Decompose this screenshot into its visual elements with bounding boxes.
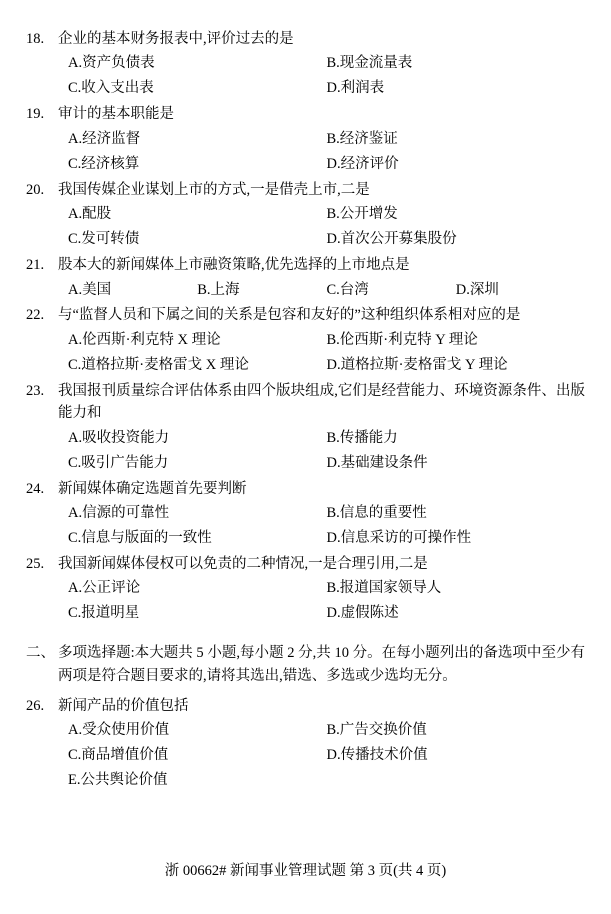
- option-a[interactable]: A.伦西斯·利克特 X 理论: [68, 331, 221, 348]
- option-a[interactable]: A.配股: [68, 206, 112, 223]
- question-number: 23.: [26, 382, 45, 399]
- option-d[interactable]: D.基础建设条件: [326, 454, 428, 471]
- question-number: 22.: [26, 307, 45, 324]
- option-list: [26, 202, 585, 252]
- option-list: [26, 576, 585, 626]
- option-row: [68, 227, 585, 252]
- question-stem: [26, 103, 585, 125]
- question-text: 股本大的新闻媒体上市融资策略,优先选择的上市地点是: [58, 257, 410, 274]
- question-stem: [26, 254, 585, 276]
- option-row: [68, 743, 585, 768]
- question-26: [26, 695, 585, 793]
- option-d[interactable]: D.首次公开募集股份: [326, 231, 457, 248]
- option-list: [26, 328, 585, 378]
- question-number: 25.: [26, 555, 45, 572]
- question-stem: [26, 380, 585, 425]
- question-text: 审计的基本职能是: [58, 106, 174, 123]
- option-row: [68, 202, 585, 227]
- option-d[interactable]: D.经济评价: [326, 155, 399, 172]
- option-row: [68, 353, 585, 378]
- question-number: 18.: [26, 31, 45, 47]
- option-d[interactable]: D.深圳: [455, 281, 499, 298]
- question-text: 企业的基本财务报表中,评价过去的是: [58, 31, 294, 47]
- question-stem: [26, 478, 585, 500]
- option-a[interactable]: A.美国: [68, 281, 112, 298]
- option-c[interactable]: C.发可转债: [68, 231, 140, 248]
- option-b[interactable]: B.现金流量表: [326, 55, 413, 72]
- option-a[interactable]: A.经济监督: [68, 130, 141, 147]
- option-list: [26, 278, 585, 303]
- question-number: 20.: [26, 181, 45, 198]
- option-d[interactable]: D.利润表: [326, 80, 385, 97]
- option-list: [26, 426, 585, 476]
- option-c[interactable]: C.道格拉斯·麦格雷戈 X 理论: [68, 356, 249, 373]
- option-row: [68, 278, 585, 303]
- option-a[interactable]: A.资产负债表: [68, 55, 155, 72]
- question-stem: [26, 553, 585, 575]
- question-18: [26, 28, 585, 101]
- section-heading-multiple-choice: [26, 642, 585, 688]
- option-list: [26, 51, 585, 101]
- option-row: [68, 501, 585, 526]
- question-text: 新闻产品的价值包括: [58, 697, 189, 714]
- question-stem: [26, 304, 585, 326]
- option-row: [68, 76, 585, 101]
- option-a[interactable]: A.信源的可靠性: [68, 505, 170, 522]
- option-row: [68, 328, 585, 353]
- question-text: 我国传媒企业谋划上市的方式,一是借壳上市,二是: [58, 181, 370, 198]
- option-c[interactable]: C.信息与版面的一致性: [68, 530, 212, 546]
- option-c[interactable]: C.吸引广告能力: [68, 454, 169, 471]
- option-a[interactable]: A.公正评论: [68, 580, 141, 597]
- option-c[interactable]: C.台湾: [326, 281, 369, 298]
- option-b[interactable]: B.传播能力: [326, 429, 398, 446]
- option-d[interactable]: D.传播技术价值: [326, 747, 428, 764]
- option-row: [68, 526, 585, 551]
- option-row: [68, 152, 585, 177]
- option-d[interactable]: D.信息采访的可操作性: [326, 530, 472, 546]
- question-text: 与“监督人员和下属之间的关系是包容和友好的”这种组织体系相对应的是: [58, 307, 521, 324]
- option-row: [68, 576, 585, 601]
- option-c[interactable]: C.经济核算: [68, 155, 140, 172]
- option-b[interactable]: B.经济鉴证: [326, 130, 398, 147]
- option-c[interactable]: C.商品增值价值: [68, 747, 169, 764]
- option-a[interactable]: A.吸收投资能力: [68, 429, 170, 446]
- question-22: [26, 304, 585, 377]
- option-list: [26, 127, 585, 177]
- page-footer: 浙 00662# 新闻事业管理试题 第 3 页(共 4 页): [164, 863, 447, 879]
- question-number: 26.: [26, 697, 45, 714]
- question-20: [26, 179, 585, 252]
- question-number: 24.: [26, 480, 45, 497]
- option-c[interactable]: C.报道明星: [68, 605, 140, 622]
- option-row: [68, 451, 585, 476]
- option-d[interactable]: D.道格拉斯·麦格雷戈 Y 理论: [326, 356, 508, 373]
- question-text: 我国新闻媒体侵权可以免责的二种情况,一是合理引用,二是: [58, 555, 428, 572]
- section-instruction: 多项选择题:本大题共 5 小题,每小题 2 分,共 10 分。在每小题列出的备选项中至少有两项是符合题目要求的,请将其选出,错选、多选或少选均无分。: [58, 645, 585, 685]
- option-list: [26, 501, 585, 551]
- option-b[interactable]: B.公开增发: [326, 206, 398, 223]
- option-a[interactable]: A.受众使用价值: [68, 722, 170, 739]
- option-row: [68, 51, 585, 76]
- option-d[interactable]: D.虚假陈述: [326, 605, 399, 622]
- option-b[interactable]: B.上海: [197, 281, 240, 298]
- section-label: 二、: [26, 645, 55, 662]
- option-b[interactable]: B.广告交换价值: [326, 722, 427, 739]
- option-b[interactable]: B.报道国家领导人: [326, 580, 442, 597]
- question-number: 21.: [26, 257, 45, 274]
- question-19: [26, 103, 585, 176]
- option-b[interactable]: B.信息的重要性: [326, 505, 427, 522]
- option-b[interactable]: B.伦西斯·利克特 Y 理论: [326, 331, 478, 348]
- question-text: 我国报刊质量综合评估体系由四个版块组成,它们是经营能力、环境资源条件、出版能力和: [58, 382, 585, 422]
- question-24: [26, 478, 585, 551]
- question-stem: [26, 695, 585, 717]
- option-c[interactable]: C.收入支出表: [68, 80, 154, 97]
- question-21: [26, 254, 585, 302]
- question-25: [26, 553, 585, 626]
- option-e[interactable]: E.公共舆论价值: [68, 772, 168, 788]
- question-stem: [26, 179, 585, 201]
- question-23: [26, 380, 585, 476]
- option-row: [68, 601, 585, 626]
- question-number: 19.: [26, 106, 45, 123]
- option-row: [68, 426, 585, 451]
- question-stem: [26, 28, 585, 50]
- option-list: [26, 718, 585, 793]
- option-row: [68, 127, 585, 152]
- question-text: 新闻媒体确定选题首先要判断: [58, 480, 247, 497]
- option-row: [68, 718, 585, 743]
